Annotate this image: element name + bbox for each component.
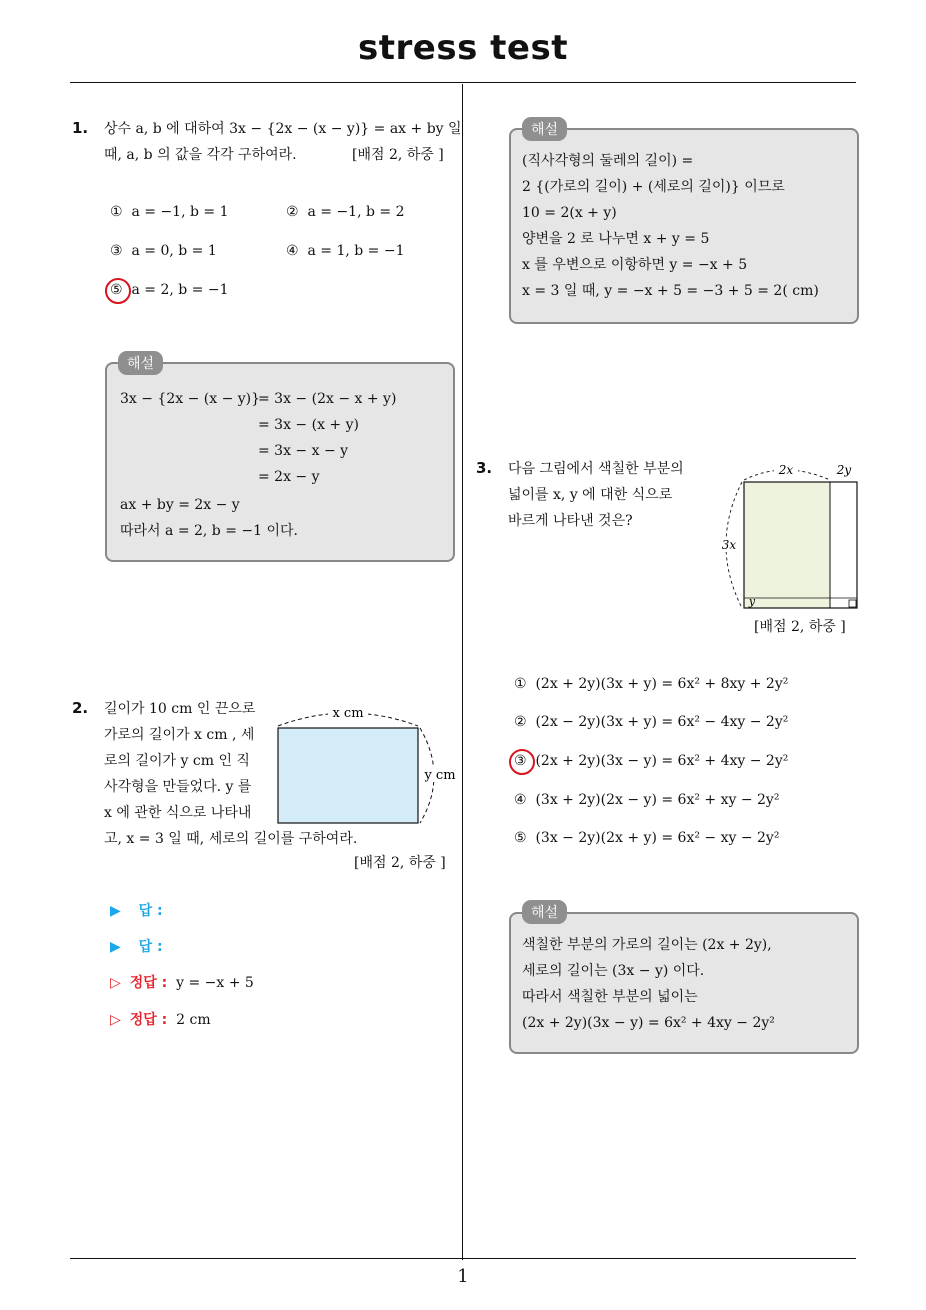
q3-explain-line1: 색칠한 부분의 가로의 길이는 (2x + 2y), [522, 937, 772, 953]
q1-line1: 상수 a, b 에 대하여 3x − {2x − (x − y)} = ax + by 일 [104, 121, 462, 137]
q3-choice-4[interactable]: ④ (3x + 2y)(2x − y) = 6x² + xy − 2y² [514, 792, 780, 808]
q1-correct-circle [105, 278, 131, 304]
q3-choice-5[interactable]: ⑤ (3x − 2y)(2x + y) = 6x² − xy − 2y² [514, 830, 780, 846]
q1-explain-line5: ax + by = 2x − y [120, 497, 240, 513]
q2-explain-line5: x 를 우변으로 이항하면 y = −x + 5 [522, 257, 748, 273]
q2-rectangle-figure [272, 700, 462, 852]
q1-explain-step3: = 3x − x − y [258, 443, 349, 459]
q3-label-2y: 2y [836, 463, 852, 477]
q3-correct-circle [509, 749, 535, 775]
q3-explain-line2: 세로의 길이는 (3x − y) 이다. [522, 963, 705, 979]
q1-explain-line6: 따라서 a = 2, b = −1 이다. [120, 523, 298, 539]
q3-choice-2[interactable]: ② (2x − 2y)(3x + y) = 6x² − 4xy − 2y² [514, 714, 789, 730]
q3-score: [배점 2, 하중 ] [754, 619, 846, 635]
q2-explain-line6: x = 3 일 때, y = −x + 5 = −3 + 5 = 2( cm) [522, 283, 819, 299]
q2-line4: 사각형을 만들었다. y 를 [104, 779, 252, 795]
q3-shaded-region [744, 482, 830, 608]
q1-number: 1. [72, 119, 89, 137]
header-rule [70, 82, 856, 83]
q2-explain-line3: 10 = 2(x + y) [522, 205, 617, 221]
q3-line2: 넓이를 x, y 에 대한 식으로 [508, 487, 673, 503]
q2-explain-tag: 해설 [522, 117, 567, 141]
q2-line2: 가로의 길이가 x cm , 세 [104, 727, 255, 743]
page-number: 1 [457, 1266, 469, 1287]
q3-line3: 바르게 나타낸 것은? [508, 513, 633, 529]
q1-choice-3[interactable]: ③ a = 0, b = 1 [110, 243, 217, 259]
q2-explain-line1: (직사각형의 둘레의 길이) = [522, 153, 694, 169]
q2-line6: 고, x = 3 일 때, 세로의 길이를 구하여라. [104, 831, 358, 847]
q1-explain-step4: = 2x − y [258, 469, 320, 485]
q3-explain-line4: (2x + 2y)(3x − y) = 6x² + 4xy − 2y² [522, 1015, 775, 1031]
page-title: stress test [358, 28, 568, 68]
q3-choice-1[interactable]: ① (2x + 2y)(3x + y) = 6x² + 8xy + 2y² [514, 676, 789, 692]
q1-score: [배점 2, 하중 ] [352, 147, 444, 163]
q3-line1: 다음 그림에서 색칠한 부분의 [508, 461, 684, 477]
q1-choice-4[interactable]: ④ a = 1, b = −1 [286, 243, 405, 259]
q3-area-figure [712, 458, 862, 614]
q2-correct-answer-2: ▷ 정답 : 2 cm [110, 1012, 211, 1028]
q3-choice-3[interactable]: ③ (2x + 2y)(3x − y) = 6x² + 4xy − 2y² [514, 753, 789, 769]
q1-explain-lhs: 3x − {2x − (x − y)} [120, 391, 261, 407]
q2-rectangle [278, 728, 418, 823]
q3-explain-line3: 따라서 색칠한 부분의 넓이는 [522, 989, 698, 1005]
q3-right-angle-mark [849, 600, 856, 607]
column-divider [462, 84, 463, 1260]
q2-line1: 길이가 10 cm 인 끈으로 [104, 701, 256, 717]
q1-line2: 때, a, b 의 값을 각각 구하여라. [104, 147, 297, 163]
q1-choice-2[interactable]: ② a = −1, b = 2 [286, 204, 405, 220]
q2-answer-2: ▶ 답 : [110, 939, 163, 955]
q2-line5: x 에 관한 식으로 나타내 [104, 805, 252, 821]
q3-label-3x: 3x [721, 538, 737, 552]
q3-label-2x: 2x [778, 463, 794, 477]
q3-explain-tag: 해설 [522, 900, 567, 924]
q1-choice-5[interactable]: ⑤ a = 2, b = −1 [110, 282, 229, 298]
footer-rule [70, 1258, 856, 1259]
q2-number: 2. [72, 699, 89, 717]
q3-number: 3. [476, 459, 493, 477]
q1-explain-step1: = 3x − (2x − x + y) [258, 391, 397, 407]
q1-explain-step2: = 3x − (x + y) [258, 417, 359, 433]
q3-label-y: y [748, 595, 756, 608]
q1-choice-1[interactable]: ① a = −1, b = 1 [110, 204, 229, 220]
q2-answer-1: ▶ 답 : [110, 903, 163, 919]
q2-top-label: x cm [332, 706, 364, 721]
q2-right-label: y cm [424, 768, 456, 783]
q2-line3: 로의 길이가 y cm 인 직 [104, 753, 250, 769]
q1-explain-tag: 해설 [118, 351, 163, 375]
q2-explain-line2: 2 {(가로의 길이) + (세로의 길이)} 이므로 [522, 179, 785, 195]
q2-correct-answer-1: ▷ 정답 : y = −x + 5 [110, 975, 254, 991]
q2-explain-line4: 양변을 2 로 나누면 x + y = 5 [522, 231, 710, 247]
q2-score: [배점 2, 하중 ] [354, 855, 446, 871]
